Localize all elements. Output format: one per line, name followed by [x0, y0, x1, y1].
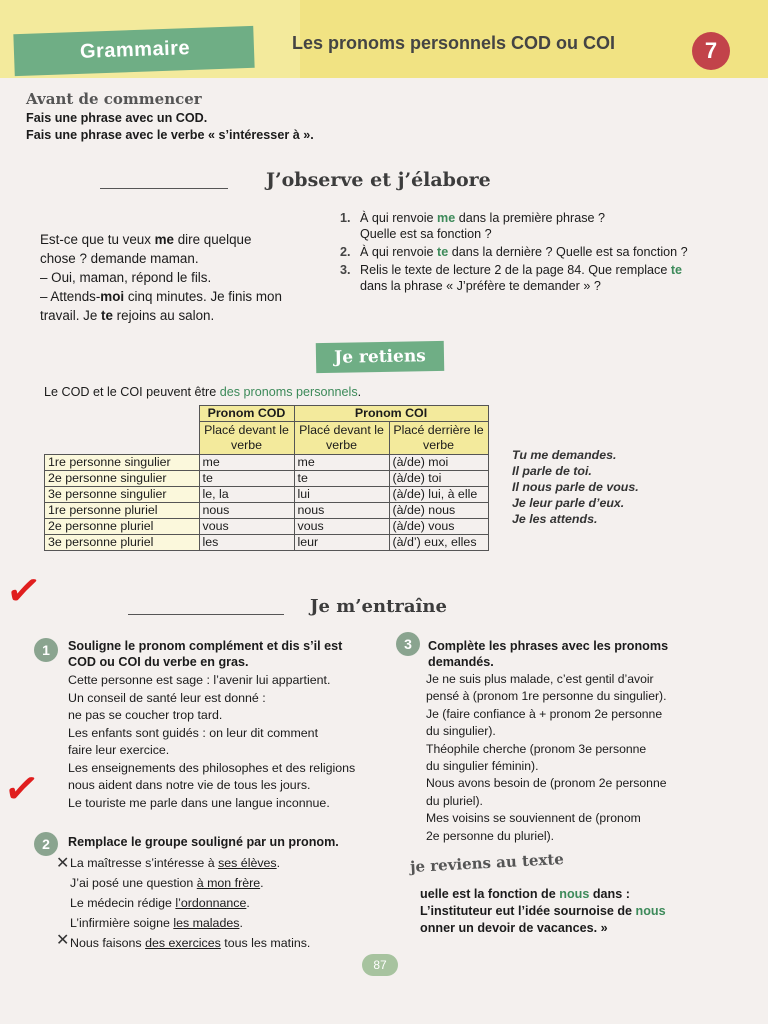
- table-cell-cod: le, la: [199, 487, 294, 503]
- table-corner: [45, 406, 200, 422]
- exercise-line: Mes voisins se souviennent de (pronom: [426, 811, 641, 826]
- section-tab: [13, 26, 254, 76]
- exercise-line: du pluriel).: [426, 793, 483, 808]
- example-line: Je leur parle d’eux.: [512, 496, 625, 510]
- cross-mark: ✕: [56, 932, 70, 949]
- exercise-line: pensé à (pronom 1re personne du singulier).: [426, 689, 667, 704]
- table-cell-cod: nous: [199, 503, 294, 519]
- table-cell-coi-after: (à/de) toi: [389, 471, 488, 487]
- observe-text-line: Est-ce que tu veux me dire quelque: [40, 232, 252, 247]
- exercise-2-lines: [70, 853, 310, 953]
- exercise-line: Je (faire confiance à + pronom 2e personne: [426, 706, 663, 721]
- exercise-line: La maîtresse s’intéresse à ses élèves.: [70, 856, 281, 870]
- exercise-line: Le touriste me parle dans une langue inconnue.: [68, 795, 330, 810]
- exercise-line: L’infirmière soigne les malades.: [70, 916, 243, 930]
- exercise-line: ne pas se coucher trop tard.: [68, 708, 223, 722]
- observe-text-line: – Attends-moi cinq minutes. Je finis mon: [40, 289, 282, 304]
- observe-text-line: chose ? demande maman.: [40, 251, 199, 266]
- table-cell-person: 3e personne singulier: [45, 487, 200, 503]
- observe-text-line: – Oui, maman, répond le fils.: [40, 270, 212, 285]
- exercise-2-instruction: Remplace le groupe souligné par un pronom.: [68, 835, 339, 849]
- section-tab-label: Grammaire: [79, 37, 191, 63]
- table-cell-cod: me: [199, 455, 294, 471]
- exercise-line: du singulier).: [426, 724, 496, 739]
- example-line: Il parle de toi.: [512, 464, 592, 478]
- example-line: Je les attends.: [512, 512, 598, 526]
- instruction-line: Complète les phrases avec les pronoms: [428, 639, 669, 653]
- table-cell-person: 2e personne pluriel: [45, 519, 200, 535]
- avant-line-2: Fais une phrase avec le verbe « s’intéresser à ».: [26, 128, 314, 142]
- retiens-intro: Le COD et le COI peuvent être des pronoms personnels.: [44, 385, 362, 399]
- exercise-number: 1: [34, 638, 58, 662]
- entraine-rule: [128, 614, 284, 615]
- table-header-cod: Pronom COD: [199, 406, 294, 422]
- table-cell-person: 3e personne pluriel: [45, 535, 200, 551]
- table-cell-person: 1re personne pluriel: [45, 503, 200, 519]
- question-3: 3. Relis le texte de lecture 2 de la page 84. Que remplace te dans la phrase « J’préfère te demander » ?: [340, 263, 683, 293]
- examples-list: [512, 447, 639, 527]
- reviens-text: [420, 886, 666, 937]
- exercise-line: faire leur exercice.: [68, 743, 170, 757]
- table-cell-coi-after: (à/de) lui, à elle: [389, 487, 488, 503]
- exercise-1-lines: [68, 672, 355, 812]
- exercise-line: 2e personne du pluriel).: [426, 828, 555, 843]
- table-cell-coi-before: me: [294, 455, 389, 471]
- table-cell-coi-before: leur: [294, 535, 389, 551]
- avant-line-1: Fais une phrase avec un COD.: [26, 111, 208, 125]
- exercise-line: Cette personne est sage : l’avenir lui appartient.: [68, 673, 331, 687]
- avant-heading: Avant de commencer: [26, 90, 202, 108]
- table-cell-coi-after: (à/de) vous: [389, 519, 488, 535]
- table-sub-coi-before: Placé devant le verbe: [294, 422, 389, 455]
- table-cell-cod: te: [199, 471, 294, 487]
- table-sub-coi-after: Placé derrière le verbe: [389, 422, 488, 455]
- table-cell-coi-before: te: [294, 471, 389, 487]
- example-line: Il nous parle de vous.: [512, 480, 639, 494]
- exercise-line: Nous faisons des exercices tous les matins.: [70, 936, 311, 950]
- table-row: [45, 535, 489, 551]
- exercise-number: 3: [396, 632, 420, 656]
- exercise-line: Nous avons besoin de (pronom 2e personne: [426, 776, 667, 791]
- question-2: 2. À qui renvoie te dans la dernière ? Quelle est sa fonction ?: [340, 245, 688, 259]
- observe-questions: [340, 210, 750, 294]
- reviens-line: uelle est la fonction de nous dans :: [420, 887, 630, 901]
- table-row: [45, 503, 489, 519]
- exercise-number: 2: [34, 832, 58, 856]
- reviens-line: L’instituteur eut l’idée sournoise de nous: [420, 904, 666, 918]
- exercise-line: Les enseignements des philosophes et des religions: [68, 760, 356, 775]
- exercise-line: Je ne suis plus malade, c’est gentil d’avoir: [426, 672, 654, 686]
- exercise-line: du singulier féminin).: [426, 759, 539, 774]
- page-title: Les pronoms personnels COD ou COI: [292, 33, 616, 53]
- table-cell-coi-after: (à/de) nous: [389, 503, 488, 519]
- table-row: [45, 487, 489, 503]
- exercise-line: Le médecin rédige l’ordonnance.: [70, 896, 250, 910]
- exercise-line: Théophile cherche (pronom 3e personne: [426, 741, 647, 756]
- exercise-line: J’ai posé une question à mon frère.: [70, 876, 264, 890]
- entraine-heading: Je m’entraîne: [310, 596, 447, 617]
- instruction-line: Souligne le pronom complément et dis s’il est: [68, 639, 343, 653]
- exercise-line: nous aident dans notre vie de tous les jours.: [68, 778, 311, 792]
- table-cell-coi-before: vous: [294, 519, 389, 535]
- page-number: 87: [362, 954, 398, 976]
- exercise-3-instruction: [428, 638, 668, 670]
- table-corner: [45, 422, 200, 455]
- reviens-line: onner un devoir de vacances. »: [420, 921, 608, 935]
- observe-text: [40, 230, 330, 325]
- question-1: 1. À qui renvoie me dans la première phrase ? Quelle est sa fonction ?: [340, 211, 606, 241]
- table-cell-person: 2e personne singulier: [45, 471, 200, 487]
- table-row: [45, 519, 489, 535]
- check-mark: ✓: [2, 564, 45, 617]
- retiens-heading: Je retiens: [316, 341, 445, 373]
- table-header-coi: Pronom COI: [294, 406, 488, 422]
- table-cell-cod: vous: [199, 519, 294, 535]
- table-cell-coi-after: (à/de) moi: [389, 455, 488, 471]
- exercise-line: Un conseil de santé leur est donné :: [68, 690, 266, 705]
- reviens-heading: je reviens au texte: [409, 849, 565, 877]
- table-cell-coi-after: (à/d’) eux, elles: [389, 535, 488, 551]
- chapter-badge: 7: [692, 32, 730, 70]
- cross-mark: ✕: [56, 855, 70, 872]
- table-cell-coi-before: nous: [294, 503, 389, 519]
- exercise-line: Les enfants sont guidés : on leur dit comment: [68, 725, 319, 740]
- table-row: [45, 471, 489, 487]
- exercise-3-lines: [426, 671, 667, 845]
- observe-text-line: travail. Je te rejoins au salon.: [40, 308, 215, 323]
- observe-rule: [100, 188, 228, 189]
- table-cell-cod: les: [199, 535, 294, 551]
- table-sub-cod: Placé devant le verbe: [199, 422, 294, 455]
- pronoun-table: [44, 405, 489, 551]
- instruction-line: COD ou COI du verbe en gras.: [68, 655, 249, 669]
- observe-heading: J’observe et j’élabore: [266, 169, 491, 191]
- example-line: Tu me demandes.: [512, 448, 617, 462]
- instruction-line: demandés.: [428, 655, 494, 669]
- exercise-1-instruction: [68, 638, 342, 670]
- table-cell-person: 1re personne singulier: [45, 455, 200, 471]
- table-row: [45, 455, 489, 471]
- table-cell-coi-before: lui: [294, 487, 389, 503]
- check-mark: ✓: [0, 762, 43, 815]
